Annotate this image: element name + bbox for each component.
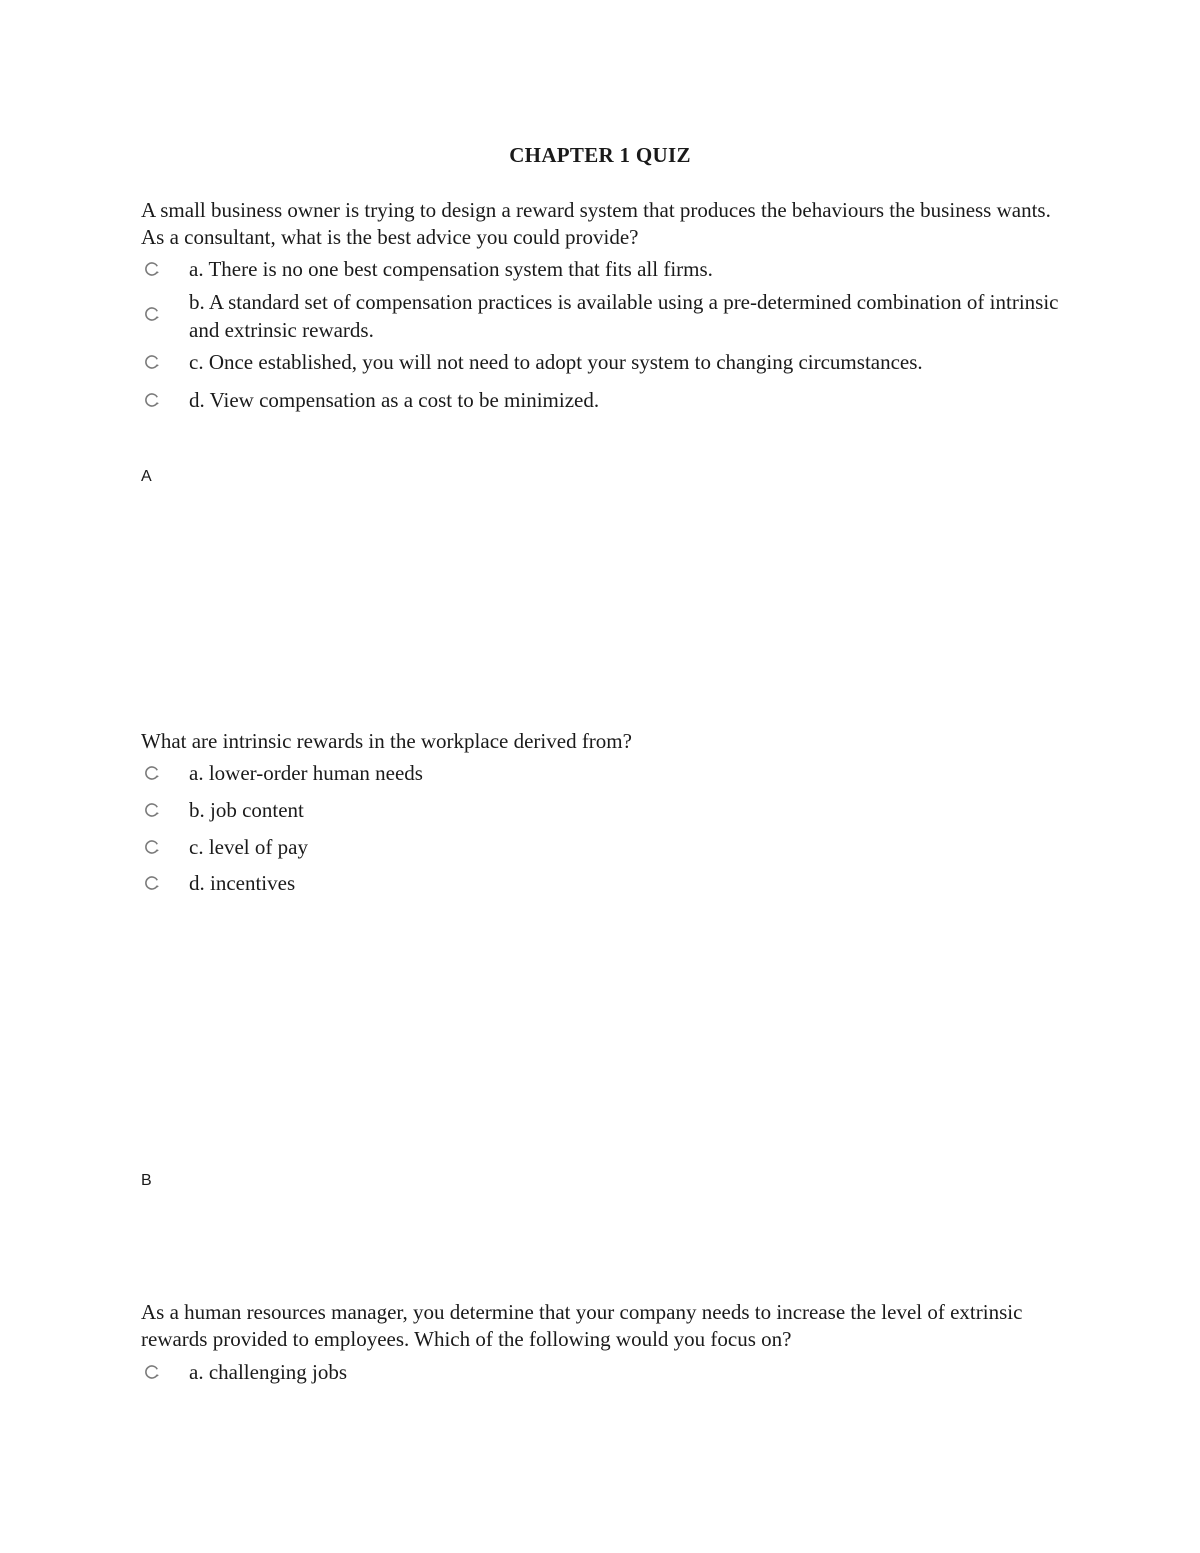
radio-button-icon[interactable]	[145, 262, 159, 276]
question-3-prompt: As a human resources manager, you determine that your company needs to increase the level of extrinsic rewards provided to employees. Which of the following would you focus on?	[141, 1300, 1023, 1351]
option-label: b. job content	[189, 798, 304, 822]
option-label: a. challenging jobs	[189, 1360, 348, 1384]
radio-button-icon[interactable]	[145, 876, 159, 890]
radio-button-icon[interactable]	[145, 307, 159, 321]
question-1-prompt: A small business owner is trying to design a reward system that produces the behaviours the business wants. As a consultant, what is the best advice you could provide?	[141, 198, 1051, 249]
question-2-answer: B	[141, 1172, 152, 1189]
radio-button-icon[interactable]	[145, 393, 159, 407]
option-label: c. Once established, you will not need to adopt your system to changing circumstances.	[189, 350, 923, 374]
option-label: c. level of pay	[189, 835, 308, 859]
option-label: d. incentives	[189, 871, 296, 895]
question-2-prompt: What are intrinsic rewards in the workplace derived from?	[141, 729, 632, 753]
option-label: a. There is no one best compensation system that fits all firms.	[189, 257, 713, 281]
option-label: a. lower-order human needs	[189, 761, 423, 785]
radio-button-icon[interactable]	[145, 355, 159, 369]
radio-button-icon[interactable]	[145, 803, 159, 817]
radio-button-icon[interactable]	[145, 766, 159, 780]
option-label: b. A standard set of compensation practices is available using a pre-determined combination of intrinsic and extrinsic rewards.	[189, 290, 1059, 342]
question-1-answer: A	[141, 468, 152, 485]
radio-button-icon[interactable]	[145, 840, 159, 854]
radio-button-icon[interactable]	[145, 1365, 159, 1379]
page-title: CHAPTER 1 QUIZ	[509, 143, 691, 167]
option-label: d. View compensation as a cost to be minimized.	[189, 388, 600, 412]
